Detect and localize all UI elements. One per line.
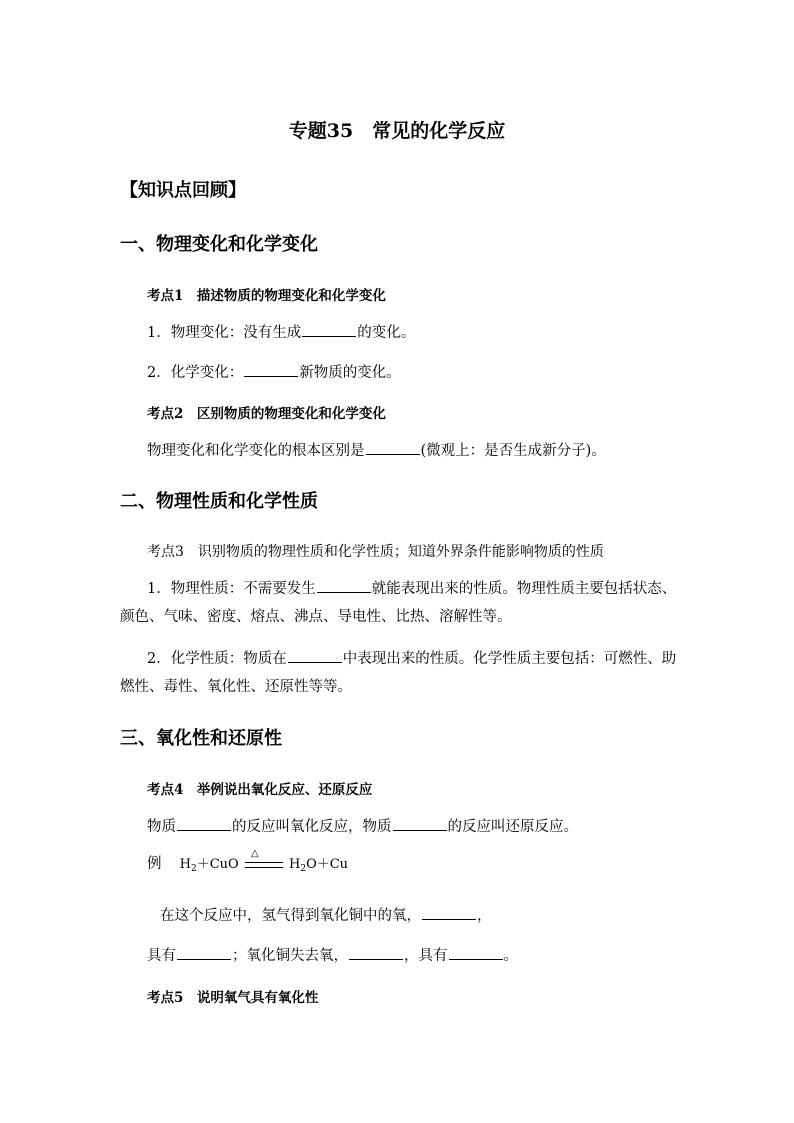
sec3-line-3-b: ；氧化铜失去氧，	[232, 948, 348, 964]
sec3-line-1	[147, 815, 578, 836]
eq-prefix: 例	[147, 856, 162, 872]
section-3-heading: 三、氧化性和还原性	[120, 728, 282, 749]
fill-blank	[422, 918, 476, 920]
sec1-line-3	[147, 439, 606, 460]
eq-condition: △	[251, 848, 259, 859]
page-title: 专题35 常见的化学反应	[288, 120, 506, 142]
eq-right-rest: O＋Cu	[306, 857, 349, 872]
sec2-para-1-a: 1．物理性质：不需要发生	[147, 581, 316, 597]
kaodian-2: 考点2 区别物质的物理变化和化学变化	[147, 406, 386, 422]
sec2-para-2-a: 2．化学性质：物质在	[147, 651, 287, 667]
sec3-line-3-a: 具有	[147, 948, 176, 964]
equals-sign-icon	[245, 862, 283, 868]
sec1-line-2	[147, 361, 401, 382]
sec2-para-1-b: 就能表现出来的性质。物理性质主要包括状态、颜色、气味、密度、熔点、沸点、导电性、比热、溶解性等。	[120, 581, 677, 625]
fill-blank	[449, 958, 503, 960]
sec3-line-1-b: 的反应叫氧化反应，物质	[232, 819, 392, 835]
fill-blank	[288, 661, 342, 663]
fill-blank	[177, 829, 231, 831]
fill-blank	[393, 829, 447, 831]
eq-left	[180, 857, 239, 872]
sec1-line-2-b: 新物质的变化。	[299, 365, 401, 381]
sec3-line-2-b: ，	[477, 908, 492, 924]
fill-blank	[317, 591, 371, 593]
sec2-para-2-b: 中表现出来的性质。化学性质主要包括：可燃性、助燃性、毒性、氧化性、还原性等等。	[120, 651, 677, 695]
sec1-line-3-b: (微观上：是否生成新分子)。	[420, 443, 606, 459]
fill-blank	[244, 375, 298, 377]
eq-left-h: H	[179, 857, 191, 872]
sec1-line-1-a: 1．物理变化：没有生成	[147, 325, 302, 341]
kaodian-5: 考点5 说明氧气具有氧化性	[147, 990, 319, 1006]
sec1-line-1	[147, 321, 415, 342]
chemical-equation	[147, 848, 349, 874]
kaodian-4: 考点4 举例说出氧化反应、还原反应	[147, 782, 373, 798]
sec2-para-1	[120, 575, 680, 631]
review-heading: 【知识点回顾】	[120, 180, 246, 201]
sec3-line-1-c: 的反应叫还原反应。	[447, 819, 578, 835]
fill-blank	[177, 958, 231, 960]
fill-blank	[349, 958, 403, 960]
section-2-heading: 二、物理性质和化学性质	[120, 491, 318, 512]
eq-left-rest: ＋CuO	[196, 857, 239, 872]
eq-right-sub: 2	[300, 864, 307, 874]
fill-blank	[366, 453, 420, 455]
section-1-heading: 一、物理变化和化学变化	[120, 234, 318, 255]
sec1-line-2-a: 2．化学变化：	[147, 365, 244, 381]
sec3-line-1-a: 物质	[147, 819, 176, 835]
sec2-para-2	[120, 645, 680, 701]
sec3-line-3-d: 。	[503, 948, 518, 964]
sec3-line-2	[160, 904, 492, 925]
fill-blank	[302, 335, 356, 337]
sec3-line-2-a: 在这个反应中，氢气得到氧化铜中的氧，	[160, 908, 421, 924]
sec1-line-3-a: 物理变化和化学变化的根本区别是	[147, 443, 365, 459]
kaodian-1: 考点1 描述物质的物理变化和化学变化	[147, 288, 386, 304]
eq-right	[289, 857, 348, 872]
eq-right-h: H	[288, 857, 301, 872]
sec1-line-1-b: 的变化。	[357, 325, 416, 341]
sec3-line-3-c: ，具有	[404, 948, 448, 964]
sec3-line-3	[147, 944, 518, 965]
kaodian-3: 考点3 识别物质的物理性质和化学性质；知道外界条件能影响物质的性质	[147, 544, 604, 560]
eq-left-sub: 2	[190, 864, 197, 874]
